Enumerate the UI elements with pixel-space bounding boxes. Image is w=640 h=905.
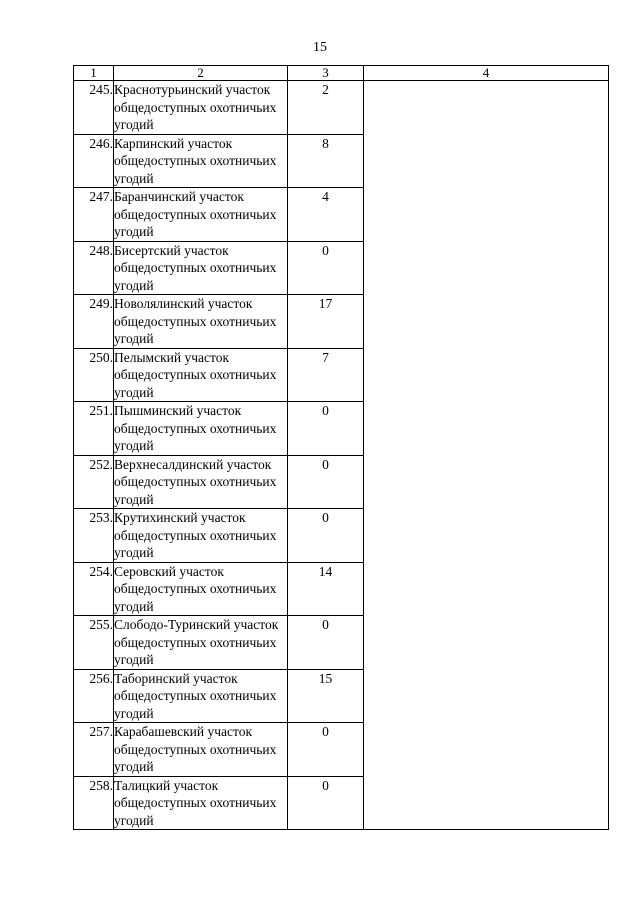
row-area-name: Карабашевский участок общедоступных охотничьих угодий [114,723,288,777]
row-value: 0 [288,402,364,456]
row-number: 251. [74,402,114,456]
row-number: 253. [74,509,114,563]
row-number: 256. [74,669,114,723]
row-number: 250. [74,348,114,402]
header-col-3: 3 [288,66,364,81]
row-area-name: Краснотурьинский участок общедоступных охотничьих угодий [114,81,288,135]
page-number: 15 [313,40,327,55]
row-area-name: Таборинский участок общедоступных охотничьих угодий [114,669,288,723]
hunting-grounds-table [73,65,609,830]
row-value: 0 [288,455,364,509]
row-value: 17 [288,295,364,349]
row-number: 257. [74,723,114,777]
header-col-4: 4 [364,66,609,81]
row-area-name: Талицкий участок общедоступных охотничьих угодий [114,776,288,830]
row-number: 252. [74,455,114,509]
row-area-name: Пышминский участок общедоступных охотничьих угодий [114,402,288,456]
row-number: 245. [74,81,114,135]
row-value: 0 [288,509,364,563]
row-area-name: Бисертский участок общедоступных охотничьих угодий [114,241,288,295]
header-col-2: 2 [114,66,288,81]
row-area-name: Новолялинский участок общедоступных охотничьих угодий [114,295,288,349]
column-4-merged-cell [364,81,609,830]
row-number: 255. [74,616,114,670]
row-value: 8 [288,134,364,188]
row-number: 254. [74,562,114,616]
row-value: 0 [288,616,364,670]
table-row [74,81,609,135]
row-number: 258. [74,776,114,830]
row-area-name: Баранчинский участок общедоступных охотничьих угодий [114,188,288,242]
row-value: 15 [288,669,364,723]
row-area-name: Верхнесалдинский участок общедоступных охотничьих угодий [114,455,288,509]
row-value: 14 [288,562,364,616]
table-body [74,81,609,830]
row-number: 247. [74,188,114,242]
row-value: 0 [288,241,364,295]
row-value: 7 [288,348,364,402]
header-row [74,66,609,81]
row-number: 248. [74,241,114,295]
row-area-name: Серовский участок общедоступных охотничьих угодий [114,562,288,616]
row-area-name: Слободо-Туринский участок общедоступных охотничьих угодий [114,616,288,670]
row-area-name: Крутихинский участок общедоступных охотничьих угодий [114,509,288,563]
row-area-name: Карпинский участок общедоступных охотничьих угодий [114,134,288,188]
table-header [74,66,609,81]
row-number: 249. [74,295,114,349]
row-value: 0 [288,776,364,830]
row-area-name: Пелымский участок общедоступных охотничьих угодий [114,348,288,402]
row-value: 4 [288,188,364,242]
row-value: 0 [288,723,364,777]
row-number: 246. [74,134,114,188]
row-value: 2 [288,81,364,135]
header-col-1: 1 [74,66,114,81]
